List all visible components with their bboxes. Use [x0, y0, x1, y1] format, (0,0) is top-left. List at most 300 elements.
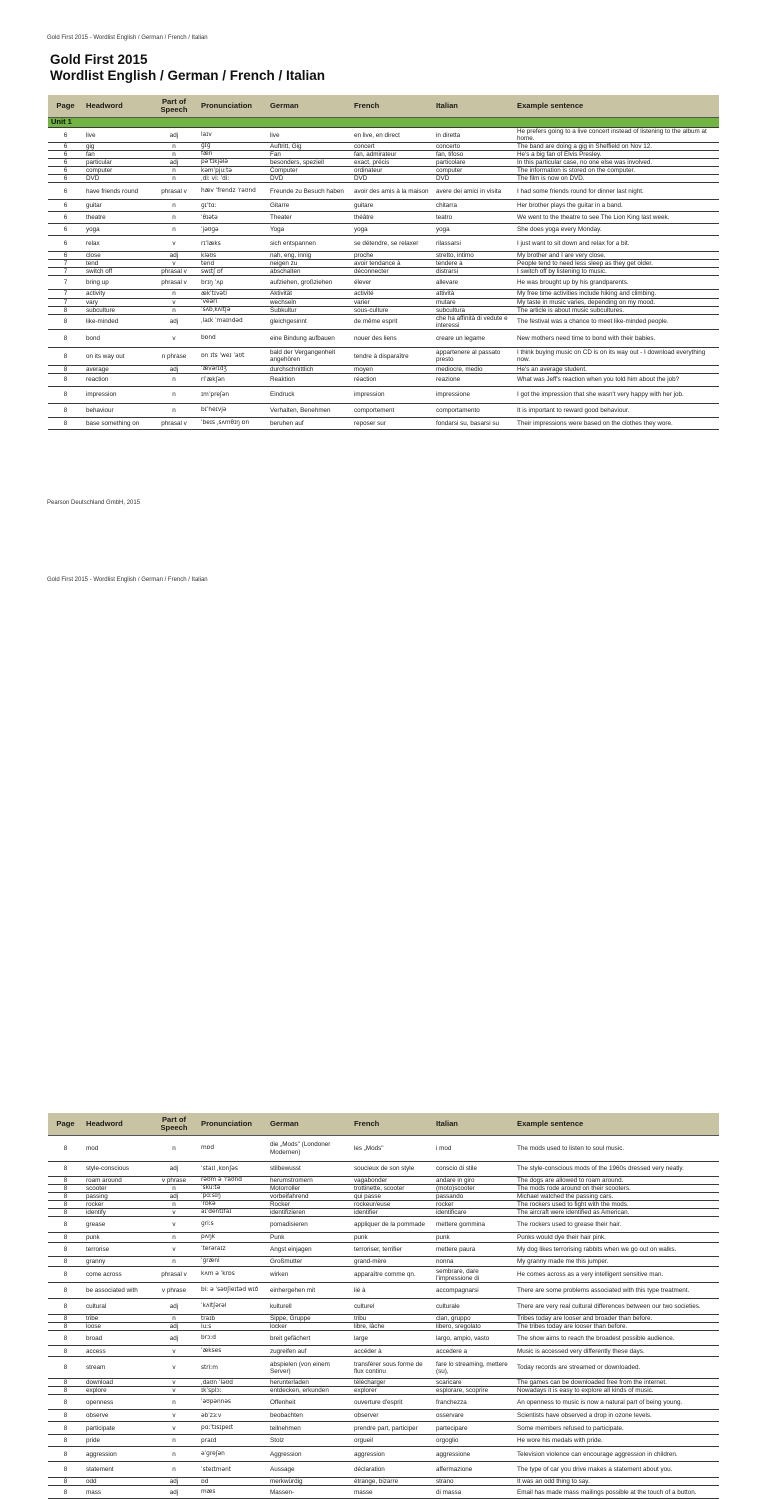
column-header-example-sentence: Example sentence — [514, 1113, 719, 1136]
cell-headword: scooter — [83, 1185, 150, 1193]
cell-german: zugreifen auf — [267, 1346, 351, 1357]
table-row — [48, 1462, 719, 1478]
cell-headword: have friends round — [83, 183, 150, 200]
cell-page: 8 — [48, 347, 83, 365]
cell-french: fan, admirateur — [351, 151, 433, 159]
table-row — [48, 276, 719, 290]
cell-example-sentence: He wore his medals with pride. — [514, 1435, 719, 1447]
cell-pronunciation: ˈstaɪl ˌkɒnʃəs — [198, 1162, 267, 1177]
cell-page: 8 — [48, 1162, 83, 1177]
cell-pronunciation: aɪˈdentɪfaɪ — [198, 1209, 267, 1217]
cell-italian: passando — [433, 1193, 514, 1201]
cell-headword: average — [83, 365, 150, 373]
cell-part-of-speech: n — [150, 1462, 198, 1478]
cell-page: 8 — [48, 403, 83, 417]
cell-german: Eindruck — [267, 386, 351, 403]
cell-part-of-speech: n — [150, 1435, 198, 1447]
cell-headword: roam around — [83, 1177, 150, 1185]
cell-italian: che ha affinità di vedute e interessi — [433, 314, 514, 329]
cell-example-sentence: I just want to sit down and relax for a bit. — [514, 236, 719, 252]
table-row — [48, 1323, 719, 1331]
table-row — [48, 1162, 719, 1177]
cell-italian: accedere a — [433, 1346, 514, 1357]
column-header-french: French — [351, 95, 433, 118]
cell-headword: aggression — [83, 1447, 150, 1462]
cell-page: 6 — [48, 159, 83, 167]
cell-example-sentence: He comes across as a very intelligent sensitive man. — [514, 1267, 719, 1283]
cell-part-of-speech: phrasal v — [150, 417, 198, 429]
cell-french: nouer des liens — [351, 329, 433, 347]
cell-french: observer — [351, 1410, 433, 1422]
column-header-french: French — [351, 1113, 433, 1136]
cell-headword: close — [83, 252, 150, 260]
cell-headword: base something on — [83, 417, 150, 429]
cell-example-sentence: New mothers need time to bond with their babies. — [514, 329, 719, 347]
cell-example-sentence: An openness to music is now a natural part of being young. — [514, 1395, 719, 1410]
table-row — [48, 373, 719, 386]
cell-page: 8 — [48, 1209, 83, 1217]
cell-example-sentence: Television violence can encourage aggression in children. — [514, 1447, 719, 1462]
cell-italian: franchezza — [433, 1395, 514, 1410]
cell-german: Aussage — [267, 1462, 351, 1478]
cell-example-sentence: I switch off by listening to music. — [514, 268, 719, 276]
cell-pronunciation: ˈpɑːsɪŋ — [198, 1193, 267, 1201]
table-row — [48, 1233, 719, 1243]
cell-german: Yoga — [267, 224, 351, 236]
cell-french: moyen — [351, 365, 433, 373]
cell-example-sentence: My free time activities include hiking and climbing. — [514, 290, 719, 298]
cell-part-of-speech: adj — [150, 1331, 198, 1346]
cell-page: 8 — [48, 314, 83, 329]
cell-italian: rilassarsi — [433, 236, 514, 252]
cell-pronunciation: ˌdaʊn ˈləʊd — [198, 1379, 267, 1387]
cell-headword: yoga — [83, 224, 150, 236]
cell-headword: observe — [83, 1410, 150, 1422]
cell-page: 8 — [48, 329, 83, 347]
cell-part-of-speech: n — [150, 200, 198, 212]
cell-french: réaction — [351, 373, 433, 386]
cell-german: identifizieren — [267, 1209, 351, 1217]
cell-example-sentence: The games can be downloaded free from the internet. — [514, 1379, 719, 1387]
table-row — [48, 224, 719, 236]
cell-italian: aggressione — [433, 1447, 514, 1462]
cell-part-of-speech: adj — [150, 365, 198, 373]
running-header: Gold First 2015 - Wordlist English / German / French / Italian — [47, 35, 208, 41]
cell-part-of-speech: n — [150, 1315, 198, 1323]
running-header: Gold First 2015 - Wordlist English / German / French / Italian — [47, 577, 208, 583]
cell-headword: cultural — [83, 1299, 150, 1315]
table-row — [48, 1435, 719, 1447]
cell-headword: terrorise — [83, 1243, 150, 1257]
cell-example-sentence: The article is about music subcultures. — [514, 306, 719, 314]
cell-german: Reaktion — [267, 373, 351, 386]
cell-example-sentence: The dogs are allowed to roam around. — [514, 1177, 719, 1185]
cell-pronunciation: ˈskuːtə — [198, 1185, 267, 1193]
cell-italian: allevare — [433, 276, 514, 290]
cell-example-sentence: It is important to reward good behaviour. — [514, 403, 719, 417]
cell-page: 6 — [48, 236, 83, 252]
cell-example-sentence: We went to the theatre to see The Lion King last week. — [514, 212, 719, 224]
cell-page: 6 — [48, 167, 83, 175]
cell-french: proche — [351, 252, 433, 260]
cell-french: prendre part, participer — [351, 1422, 433, 1435]
cell-pronunciation: brɪŋ ˈʌp — [198, 276, 267, 290]
cell-german: herunterladen — [267, 1379, 351, 1387]
cell-pronunciation: hæv ˈfrendz ˈraʊnd — [198, 183, 267, 200]
cell-example-sentence: In this particular case, no one else was involved. — [514, 159, 719, 167]
cell-headword: loose — [83, 1323, 150, 1331]
cell-page: 8 — [48, 1233, 83, 1243]
cell-german: Punk — [267, 1233, 351, 1243]
table-row — [48, 143, 719, 151]
cell-french: soucieux de son style — [351, 1162, 433, 1177]
cell-page: 8 — [48, 1299, 83, 1315]
table-row — [48, 268, 719, 276]
cell-part-of-speech: v — [150, 329, 198, 347]
cell-page: 7 — [48, 298, 83, 306]
cell-italian: reazione — [433, 373, 514, 386]
cell-german: pomadisieren — [267, 1217, 351, 1233]
cell-example-sentence: Her brother plays the guitar in a band. — [514, 200, 719, 212]
cell-example-sentence: Email has made mass mailings possible at the touch of a button. — [514, 1486, 719, 1499]
cell-french: exact, précis — [351, 159, 433, 167]
cell-example-sentence: What was Jeff's reaction when you told him about the job? — [514, 373, 719, 386]
cell-german: Großmutter — [267, 1257, 351, 1267]
table-row — [48, 314, 719, 329]
cell-german: neigen zu — [267, 260, 351, 268]
cell-german: Fan — [267, 151, 351, 159]
cell-german: Gitarre — [267, 200, 351, 212]
cell-pronunciation: ˌdiː viː ˈdiː — [198, 175, 267, 183]
column-header-german: German — [267, 1113, 351, 1136]
table-row — [48, 1346, 719, 1357]
table-row — [48, 1257, 719, 1267]
cell-italian: accompagnarsi — [433, 1283, 514, 1299]
cell-german: Theater — [267, 212, 351, 224]
cell-example-sentence: My granny made me this jumper. — [514, 1257, 719, 1267]
cell-pronunciation: swɪtʃ ɒf — [198, 268, 267, 276]
cell-part-of-speech: phrasal v — [150, 183, 198, 200]
cell-pronunciation: rɪˈlæks — [198, 236, 267, 252]
cell-german: besonders, speziell — [267, 159, 351, 167]
table-row — [48, 200, 719, 212]
cell-italian: di massa — [433, 1486, 514, 1499]
cell-page: 7 — [48, 268, 83, 276]
cell-pronunciation: ɒd — [198, 1478, 267, 1486]
cell-example-sentence: He was brought up by his grandparents. — [514, 276, 719, 290]
cell-pronunciation: ˈθɪətə — [198, 212, 267, 224]
cell-italian: andare in giro — [433, 1177, 514, 1185]
cell-page: 8 — [48, 373, 83, 386]
cell-french: ordinateur — [351, 167, 433, 175]
cell-example-sentence: There are some problems associated with this type treatment. — [514, 1283, 719, 1299]
cell-italian: fare lo streaming, mettere (su), — [433, 1357, 514, 1379]
cell-italian: affermazione — [433, 1462, 514, 1478]
cell-part-of-speech: n — [150, 175, 198, 183]
table-row — [48, 1283, 719, 1299]
cell-page: 8 — [48, 1447, 83, 1462]
table-row — [48, 365, 719, 373]
cell-headword: access — [83, 1346, 150, 1357]
cell-pronunciation: pɑːˈtɪsɪpeɪt — [198, 1422, 267, 1435]
column-header-pronunciation: Pronunciation — [198, 95, 267, 118]
cell-italian: conscio di stile — [433, 1162, 514, 1177]
cell-pronunciation: brɔːd — [198, 1331, 267, 1346]
cell-pronunciation: biː ə ˈsəʊʃieɪtəd wɪð — [198, 1283, 267, 1299]
cell-italian: identificare — [433, 1209, 514, 1217]
cell-page: 6 — [48, 252, 83, 260]
cell-french: se détendre, se relaxer — [351, 236, 433, 252]
cell-headword: participate — [83, 1422, 150, 1435]
cell-french: explorer — [351, 1387, 433, 1395]
cell-italian: stretto, intimo — [433, 252, 514, 260]
cell-headword: statement — [83, 1462, 150, 1478]
table-row — [48, 1315, 719, 1323]
cell-pronunciation: kləʊs — [198, 252, 267, 260]
cell-part-of-speech: phrasal v — [150, 1267, 198, 1283]
cell-example-sentence: The rockers used to fight with the mods. — [514, 1201, 719, 1209]
cell-french: large — [351, 1331, 433, 1346]
cell-part-of-speech: v phrase — [150, 1177, 198, 1185]
cell-italian: computer — [433, 167, 514, 175]
table-row — [48, 417, 719, 429]
cell-headword: reaction — [83, 373, 150, 386]
cell-french: déclaration — [351, 1462, 433, 1478]
cell-headword: bond — [83, 329, 150, 347]
table-body — [48, 1136, 719, 1499]
cell-headword: relax — [83, 236, 150, 252]
cell-french: ouverture d'esprit — [351, 1395, 433, 1410]
cell-italian: yoga — [433, 224, 514, 236]
cell-headword: computer — [83, 167, 150, 175]
cell-french: télécharger — [351, 1379, 433, 1387]
cell-french: sous-culture — [351, 306, 433, 314]
cell-part-of-speech: n — [150, 290, 198, 298]
cell-page: 8 — [48, 1185, 83, 1193]
cell-german: Massen- — [267, 1486, 351, 1499]
cell-german: beobachten — [267, 1410, 351, 1422]
cell-page: 7 — [48, 276, 83, 290]
cell-page: 8 — [48, 1387, 83, 1395]
table-row — [48, 1136, 719, 1162]
cell-french: libre, lâche — [351, 1323, 433, 1331]
cell-part-of-speech: adj — [150, 1162, 198, 1177]
document-page-1 — [0, 0, 768, 520]
cell-italian: in diretta — [433, 128, 514, 143]
cell-page: 6 — [48, 224, 83, 236]
column-header-headword: Headword — [83, 95, 150, 118]
cell-headword: mod — [83, 1136, 150, 1162]
cell-french: identifier — [351, 1209, 433, 1217]
cell-page: 8 — [48, 1201, 83, 1209]
cell-german: Angst einjagen — [267, 1243, 351, 1257]
cell-example-sentence: Their impressions were based on the clothes they wore. — [514, 417, 719, 429]
cell-page: 8 — [48, 1410, 83, 1422]
cell-french: lié à — [351, 1283, 433, 1299]
cell-example-sentence: Michael watched the passing cars. — [514, 1193, 719, 1201]
cell-page: 6 — [48, 128, 83, 143]
cell-example-sentence: It was an odd thing to say. — [514, 1478, 719, 1486]
cell-page: 8 — [48, 1315, 83, 1323]
cell-headword: live — [83, 128, 150, 143]
cell-german: breit gefächert — [267, 1331, 351, 1346]
cell-pronunciation: ɡɪˈtɑː — [198, 200, 267, 212]
table-row — [48, 183, 719, 200]
cell-page: 6 — [48, 200, 83, 212]
table-row — [48, 329, 719, 347]
column-header-part-of-speech: Part of Speech — [150, 95, 198, 118]
cell-example-sentence: He prefers going to a live concert instead of listening to the album at home. — [514, 128, 719, 143]
cell-headword: guitar — [83, 200, 150, 212]
cell-headword: punk — [83, 1233, 150, 1243]
cell-part-of-speech: v — [150, 298, 198, 306]
table-row — [48, 1357, 719, 1379]
cell-headword: download — [83, 1379, 150, 1387]
cell-headword: on its way out — [83, 347, 150, 365]
cell-french: impression — [351, 386, 433, 403]
cell-pronunciation: rəʊm ə ˈraʊnd — [198, 1177, 267, 1185]
cell-page: 6 — [48, 151, 83, 159]
cell-headword: fan — [83, 151, 150, 159]
table-row — [48, 1395, 719, 1410]
cell-italian: sembrare, dare l'impressione di — [433, 1267, 514, 1283]
table-row — [48, 175, 719, 183]
cell-german: DVD — [267, 175, 351, 183]
cell-italian: orgoglio — [433, 1435, 514, 1447]
cell-example-sentence: I think buying music on CD is on its way out - I download everything now. — [514, 347, 719, 365]
cell-headword: identify — [83, 1209, 150, 1217]
cell-headword: grease — [83, 1217, 150, 1233]
cell-part-of-speech: n — [150, 1201, 198, 1209]
cell-headword: stream — [83, 1357, 150, 1379]
cell-italian: punk — [433, 1233, 514, 1243]
cell-part-of-speech: adj — [150, 159, 198, 167]
cell-example-sentence: The show aims to reach the broadest possible audience. — [514, 1331, 719, 1346]
cell-headword: style-conscious — [83, 1162, 150, 1177]
cell-italian: largo, ampio, vasto — [433, 1331, 514, 1346]
cell-pronunciation: ˈjəʊɡə — [198, 224, 267, 236]
cell-pronunciation: ækˈtɪvəti — [198, 290, 267, 298]
unit-label: Unit 1 — [48, 118, 719, 128]
cell-french: masse — [351, 1486, 433, 1499]
table-row — [48, 1447, 719, 1462]
cell-italian: mettere gommina — [433, 1217, 514, 1233]
cell-headword: DVD — [83, 175, 150, 183]
cell-french: punk — [351, 1233, 433, 1243]
cell-headword: passing — [83, 1193, 150, 1201]
cell-french: les „Mods" — [351, 1136, 433, 1162]
cell-french: concert — [351, 143, 433, 151]
cell-french: étrange, bizarre — [351, 1478, 433, 1486]
cell-pronunciation: kʌm ə ˈkrɒs — [198, 1267, 267, 1283]
cell-headword: like-minded — [83, 314, 150, 329]
cell-italian: scaricare — [433, 1379, 514, 1387]
cell-pronunciation: traɪb — [198, 1315, 267, 1323]
cell-part-of-speech: v — [150, 236, 198, 252]
cell-part-of-speech: phrasal v — [150, 276, 198, 290]
cell-page: 8 — [48, 1357, 83, 1379]
table-row — [48, 1410, 719, 1422]
cell-french: apparaître comme qn. — [351, 1267, 433, 1283]
table-header — [48, 1113, 719, 1136]
cell-german: bald der Vergangenheit angehören — [267, 347, 351, 365]
table-row — [48, 151, 719, 159]
cell-pronunciation: ˈsteɪtmənt — [198, 1462, 267, 1478]
cell-example-sentence: He's a big fan of Elvis Presley. — [514, 151, 719, 159]
cell-german: Subkultur — [267, 306, 351, 314]
cell-german: wechseln — [267, 298, 351, 306]
cell-example-sentence: The mods rode around on their scooters. — [514, 1185, 719, 1193]
cell-example-sentence: She does yoga every Monday. — [514, 224, 719, 236]
cell-german: abschalten — [267, 268, 351, 276]
table-row — [48, 252, 719, 260]
column-header-italian: Italian — [433, 95, 514, 118]
cell-german: vorbeifahrend — [267, 1193, 351, 1201]
cell-example-sentence: The information is stored on the computer. — [514, 167, 719, 175]
table-row — [48, 1243, 719, 1257]
wordlist-table-page-2 — [48, 1113, 719, 1499]
cell-example-sentence: Today records are streamed or downloaded. — [514, 1357, 719, 1379]
cell-headword: be associated with — [83, 1283, 150, 1299]
cell-part-of-speech: adj — [150, 252, 198, 260]
cell-pronunciation: ɒn ɪts ˈweɪ ˈaʊt — [198, 347, 267, 365]
cell-italian: clan, gruppo — [433, 1315, 514, 1323]
cell-french: trottinette, scooter — [351, 1185, 433, 1193]
table-row — [48, 260, 719, 268]
cell-part-of-speech: n — [150, 1233, 198, 1243]
wordlist-table-page-1 — [48, 95, 719, 430]
column-header-example-sentence: Example sentence — [514, 95, 719, 118]
cell-example-sentence: My taste in music varies, depending on my mood. — [514, 298, 719, 306]
unit-row — [48, 118, 719, 128]
cell-german: Offenheit — [267, 1395, 351, 1410]
cell-french: de même esprit — [351, 314, 433, 329]
cell-italian: appartenere al passato presto — [433, 347, 514, 365]
cell-italian: (moto)scooter — [433, 1185, 514, 1193]
title-line-2: Wordlist English / German / French / Italian — [50, 68, 326, 83]
cell-part-of-speech: v — [150, 1346, 198, 1357]
cell-example-sentence: The mods used to listen to soul music. — [514, 1136, 719, 1162]
cell-italian: attività — [433, 290, 514, 298]
cell-german: nah, eng, innig — [267, 252, 351, 260]
cell-page: 8 — [48, 1283, 83, 1299]
page-footer: Pearson Deutschland GmbH, 2015 — [47, 500, 141, 506]
table-row — [48, 1331, 719, 1346]
cell-headword: pride — [83, 1435, 150, 1447]
cell-french: grand-mère — [351, 1257, 433, 1267]
cell-page: 8 — [48, 1462, 83, 1478]
cell-german: die „Mods" (Londoner Modernen) — [267, 1136, 351, 1162]
cell-italian: partecipare — [433, 1422, 514, 1435]
cell-pronunciation: mæs — [198, 1486, 267, 1499]
cell-pronunciation: ˈrɒkə — [198, 1201, 267, 1209]
document-page-2 — [0, 520, 768, 1496]
cell-french: qui passe — [351, 1193, 433, 1201]
cell-pronunciation: pʌŋk — [198, 1233, 267, 1243]
cell-pronunciation: praɪd — [198, 1435, 267, 1447]
cell-french: transférer sous forme de flux continu — [351, 1357, 433, 1379]
cell-pronunciation: ˈævərɪdʒ — [198, 365, 267, 373]
cell-french: culturel — [351, 1299, 433, 1315]
cell-example-sentence: Tribes today are looser and broader than before. — [514, 1315, 719, 1323]
cell-italian: esplorare, scoprire — [433, 1387, 514, 1395]
cell-german: Auftritt, Gig — [267, 143, 351, 151]
column-header-german: German — [267, 95, 351, 118]
cell-french: orgueil — [351, 1435, 433, 1447]
page-title — [50, 52, 325, 84]
cell-part-of-speech: n — [150, 1395, 198, 1410]
cell-german: durchschnittlich — [267, 365, 351, 373]
